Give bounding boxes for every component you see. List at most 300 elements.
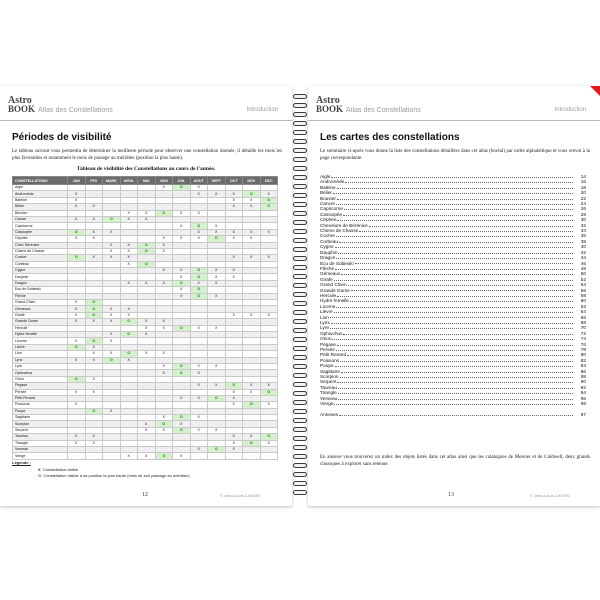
spiral-ring bbox=[293, 121, 307, 126]
toc-entry-page: 16 bbox=[580, 179, 586, 185]
toc-leader-dots bbox=[338, 396, 573, 400]
spiral-ring bbox=[293, 274, 307, 279]
spiral-ring bbox=[293, 454, 307, 459]
constellation-name: Poissons bbox=[13, 402, 68, 408]
constellation-name: Hydre femelle bbox=[13, 331, 68, 337]
visibility-cell: X bbox=[190, 191, 208, 197]
visibility-cell: X bbox=[208, 293, 226, 299]
toc-entry-page: 28 bbox=[580, 211, 586, 217]
visibility-cell: X bbox=[243, 229, 261, 235]
spiral-ring bbox=[293, 112, 307, 117]
spiral-ring bbox=[293, 328, 307, 333]
constellation-name: Serpent bbox=[13, 427, 68, 433]
annex-paragraph: En annexe vous trouverez un index des objets listés dans cet atlas ainsi que les catalogues de Messier et de Caldwell, deux grands classiques à explorer sans retenue. bbox=[320, 455, 590, 467]
column-header-month: MARS bbox=[103, 177, 121, 185]
toc-entry-page: 48 bbox=[580, 265, 586, 271]
spiral-ring bbox=[293, 256, 307, 261]
header-title: Atlas des Constellations bbox=[38, 107, 113, 114]
column-header-month: NOV bbox=[243, 177, 261, 185]
constellation-name: Lièvre bbox=[13, 344, 68, 350]
visibility-cell: X bbox=[190, 427, 208, 433]
visibility-cell: X bbox=[103, 306, 121, 312]
visibility-cell: X bbox=[68, 402, 86, 408]
visibility-cell: O bbox=[190, 268, 208, 274]
toc-entry-name: Lyre bbox=[320, 325, 329, 331]
toc-entry-page: 36 bbox=[580, 233, 586, 239]
toc-leader-dots bbox=[337, 379, 573, 383]
toc-entry-name: Lièvre bbox=[320, 309, 333, 315]
toc-entry-page: 40 bbox=[580, 244, 586, 250]
toc-entry-name: Grand Chien bbox=[320, 282, 347, 288]
spiral-ring bbox=[293, 139, 307, 144]
table-caption: Tableau de visibilité des Constellations au cours de l'année. bbox=[76, 166, 216, 172]
constellation-name: Chiens de Chasse bbox=[13, 248, 68, 254]
visibility-cell: X bbox=[208, 280, 226, 286]
spiral-ring bbox=[293, 391, 307, 396]
visibility-cell: X bbox=[120, 210, 138, 216]
column-header-month: MAI bbox=[138, 177, 156, 185]
constellation-name: Girafe bbox=[13, 312, 68, 318]
toc-entry-page: 96 bbox=[580, 395, 586, 401]
visibility-cell: X bbox=[225, 197, 243, 203]
visibility-cell: O bbox=[120, 331, 138, 337]
visibility-cell: O bbox=[190, 293, 208, 299]
visibility-cell: X bbox=[120, 248, 138, 254]
visibility-cell: O bbox=[155, 421, 173, 427]
visibility-table bbox=[12, 176, 278, 460]
visibility-cell bbox=[208, 453, 226, 459]
visibility-cell: O bbox=[120, 319, 138, 325]
spiral-ring bbox=[293, 184, 307, 189]
toc-entry-name: Girafe bbox=[320, 276, 333, 282]
spiral-ring bbox=[293, 445, 307, 450]
visibility-cell: O bbox=[190, 287, 208, 293]
visibility-cell: X bbox=[68, 191, 86, 197]
visibility-cell: O bbox=[173, 325, 191, 331]
spiral-ring bbox=[293, 157, 307, 162]
constellation-name: Céphée bbox=[13, 236, 68, 242]
visibility-cell: X bbox=[155, 370, 173, 376]
visibility-cell: X bbox=[225, 191, 243, 197]
toc-leader-dots bbox=[332, 336, 573, 340]
toc-leader-dots bbox=[337, 342, 573, 346]
toc-leader-dots bbox=[344, 206, 573, 210]
toc-leader-dots bbox=[341, 369, 573, 373]
toc-entry-page: 72 bbox=[580, 330, 586, 336]
spiral-ring bbox=[293, 265, 307, 270]
constellation-name: Chev. Bérénice bbox=[13, 242, 68, 248]
toc-entry-name: Annexes bbox=[320, 411, 339, 417]
spiral-ring bbox=[293, 247, 307, 252]
column-header-month: AVRIL bbox=[120, 177, 138, 185]
toc-leader-dots bbox=[340, 358, 573, 362]
visibility-cell: X bbox=[155, 236, 173, 242]
toc-entry-name: Hercule bbox=[320, 292, 337, 298]
spiral-ring bbox=[293, 346, 307, 351]
spiral-ring bbox=[293, 436, 307, 441]
visibility-cell: O bbox=[85, 408, 103, 414]
visibility-cell: O bbox=[68, 376, 86, 382]
astrobook-logo bbox=[8, 96, 35, 114]
toc-leader-dots bbox=[335, 363, 573, 367]
visibility-cell: X bbox=[173, 236, 191, 242]
visibility-cell: X bbox=[120, 255, 138, 261]
constellation-name: Dragon bbox=[13, 280, 68, 286]
visibility-cell: X bbox=[68, 204, 86, 210]
toc-entry-page: 70 bbox=[580, 325, 586, 331]
toc-entry-page: 62 bbox=[580, 303, 586, 309]
visibility-cell: O bbox=[85, 338, 103, 344]
toc-leader-dots bbox=[337, 185, 573, 189]
spiral-binding bbox=[292, 86, 308, 506]
spiral-ring bbox=[293, 130, 307, 135]
visibility-cell: X bbox=[103, 242, 121, 248]
visibility-cell: X bbox=[85, 319, 103, 325]
toc-entry-name: Ophiuchus bbox=[320, 330, 343, 336]
visibility-cell: X bbox=[103, 331, 121, 337]
toc-entry-name: Scorpion bbox=[320, 374, 339, 380]
toc-leader-dots bbox=[343, 212, 573, 216]
visibility-cell: X bbox=[190, 325, 208, 331]
visibility-cell: X bbox=[173, 453, 191, 459]
visibility-cell: O bbox=[243, 191, 261, 197]
toc-entry-name: Cancer bbox=[320, 201, 336, 207]
toc-entry-name: Poissons bbox=[320, 357, 340, 363]
header-title: Atlas des Constellations bbox=[346, 107, 421, 114]
constellation-name: Persée bbox=[13, 389, 68, 395]
column-header-month: DEC bbox=[260, 177, 278, 185]
visibility-cell: X bbox=[120, 312, 138, 318]
spiral-ring bbox=[293, 319, 307, 324]
visibility-cell: X bbox=[138, 216, 156, 222]
visibility-cell: X bbox=[173, 293, 191, 299]
spiral-ring bbox=[293, 283, 307, 288]
spiral-ring bbox=[293, 103, 307, 108]
visibility-cell: X bbox=[85, 376, 103, 382]
visibility-cell: X bbox=[85, 216, 103, 222]
spiral-ring bbox=[293, 400, 307, 405]
toc-entry-page: 24 bbox=[580, 201, 586, 207]
toc-leader-dots bbox=[338, 250, 573, 254]
visibility-cell bbox=[225, 453, 243, 459]
visibility-cell: X bbox=[243, 236, 261, 242]
column-header-month: JAN bbox=[68, 177, 86, 185]
constellation-name: Taureau bbox=[13, 434, 68, 440]
visibility-cell: X bbox=[260, 440, 278, 446]
toc-leader-dots bbox=[330, 325, 573, 329]
visibility-cell: X bbox=[243, 197, 261, 203]
visibility-cell: X bbox=[190, 363, 208, 369]
visibility-cell: X bbox=[103, 408, 121, 414]
toc-leader-dots bbox=[334, 401, 573, 405]
toc-entry-page: 18 bbox=[580, 184, 586, 190]
visibility-cell: X bbox=[138, 421, 156, 427]
visibility-cell: X bbox=[103, 255, 121, 261]
toc-leader-dots bbox=[331, 174, 573, 178]
spiral-ring bbox=[293, 310, 307, 315]
spiral-ring bbox=[293, 301, 307, 306]
constellation-name: Gémeaux bbox=[13, 306, 68, 312]
visibility-cell: X bbox=[68, 197, 86, 203]
visibility-cell: X bbox=[85, 440, 103, 446]
toc-entry-name: Orion bbox=[320, 336, 332, 342]
legend-item-meridian bbox=[38, 473, 190, 478]
spiral-ring bbox=[293, 220, 307, 225]
visibility-cell: O bbox=[173, 280, 191, 286]
visibility-cell: O bbox=[173, 363, 191, 369]
visibility-cell: O bbox=[85, 300, 103, 306]
visibility-cell: X bbox=[208, 229, 226, 235]
visibility-cell: X bbox=[120, 280, 138, 286]
constellation-name: Licorne bbox=[13, 338, 68, 344]
toc-entry-page: 30 bbox=[580, 217, 586, 223]
visibility-cell bbox=[85, 453, 103, 459]
constellation-name: Grande Ourse bbox=[13, 319, 68, 325]
visibility-cell: O bbox=[85, 312, 103, 318]
legend-item-visible bbox=[38, 467, 78, 472]
visibility-cell: O bbox=[68, 229, 86, 235]
constellation-name: Flèche bbox=[13, 293, 68, 299]
toc-leader-dots bbox=[336, 347, 573, 351]
visibility-cell: X bbox=[103, 338, 121, 344]
spiral-ring bbox=[293, 472, 307, 477]
visibility-cell: O bbox=[68, 255, 86, 261]
visibility-cell: O bbox=[208, 447, 226, 453]
constellation-name: Scorpion bbox=[13, 421, 68, 427]
column-header-month: FEV bbox=[85, 177, 103, 185]
visibility-cell: X bbox=[260, 402, 278, 408]
visibility-cell: X bbox=[68, 440, 86, 446]
toc-entry-name: Chiens de Chasse bbox=[320, 228, 359, 234]
visibility-cell: X bbox=[225, 440, 243, 446]
constellation-name: Corbeau bbox=[13, 261, 68, 267]
spiral-ring bbox=[293, 166, 307, 171]
spiral-ring bbox=[293, 202, 307, 207]
visibility-cell: X bbox=[138, 351, 156, 357]
toc-entry-page: 68 bbox=[580, 319, 586, 325]
spiral-ring bbox=[293, 193, 307, 198]
visibility-cell bbox=[190, 453, 208, 459]
legend bbox=[12, 460, 190, 478]
visibility-cell: X bbox=[155, 351, 173, 357]
visibility-cell: X bbox=[138, 427, 156, 433]
toc-leader-dots bbox=[336, 233, 573, 237]
toc-leader-dots bbox=[333, 190, 573, 194]
visibility-cell: X bbox=[103, 248, 121, 254]
spiral-ring bbox=[293, 292, 307, 297]
toc-entry-name: Petit Renard bbox=[320, 352, 347, 358]
legend-text: Constellation visible à sa position la plus haute (mois de son passage au méridien) bbox=[43, 473, 190, 478]
toc-leader-dots bbox=[331, 320, 573, 324]
toc-entry-name: Lynx bbox=[320, 319, 330, 325]
toc-leader-dots bbox=[330, 315, 573, 319]
toc-entry-name: Dragon bbox=[320, 255, 336, 261]
constellation-name: Orion bbox=[13, 376, 68, 382]
toc-entry-page: 14 bbox=[580, 174, 586, 179]
visibility-cell: O bbox=[155, 453, 173, 459]
visibility-cell: X bbox=[190, 395, 208, 401]
intro-paragraph: Le tableau suivant vous permettra de déterminer la meilleure période pour observer une constellation donnée, il détaille les mois les plus favorables et notamment le mois de passage au méridien (position la plus haute). bbox=[12, 149, 282, 161]
toc-leader-dots bbox=[336, 201, 573, 205]
visibility-cell: O bbox=[260, 197, 278, 203]
constellation-name: Baleine bbox=[13, 197, 68, 203]
column-header-month: AOUT bbox=[190, 177, 208, 185]
toc-leader-dots bbox=[336, 255, 573, 259]
visibility-cell: X bbox=[243, 383, 261, 389]
constellation-name: Hercule bbox=[13, 325, 68, 331]
visibility-cell: X bbox=[138, 319, 156, 325]
toc-entry[interactable] bbox=[320, 412, 586, 417]
toc-leader-dots bbox=[369, 223, 573, 227]
constellation-name: Cancer bbox=[13, 216, 68, 222]
toc-leader-dots bbox=[336, 304, 573, 308]
toc-entry-name: Licorne bbox=[320, 303, 336, 309]
visibility-cell: X bbox=[68, 319, 86, 325]
visibility-cell: X bbox=[68, 312, 86, 318]
visibility-cell: X bbox=[208, 427, 226, 433]
visibility-cell: X bbox=[225, 312, 243, 318]
visibility-cell: X bbox=[120, 306, 138, 312]
toc-leader-dots bbox=[338, 390, 573, 394]
spiral-ring bbox=[293, 418, 307, 423]
visibility-cell: X bbox=[120, 216, 138, 222]
visibility-cell: O bbox=[173, 415, 191, 421]
toc-leader-dots bbox=[359, 228, 573, 232]
constellation-name: Triangle bbox=[13, 440, 68, 446]
toc-entry-name: Pégase bbox=[320, 341, 336, 347]
visibility-cell: X bbox=[190, 210, 208, 216]
visibility-cell: X bbox=[68, 338, 86, 344]
toc-entry-name: Chevelure de Bérénice bbox=[320, 222, 368, 228]
toc-leader-dots bbox=[334, 309, 573, 313]
visibility-cell: X bbox=[173, 223, 191, 229]
toc-entry-page: 88 bbox=[580, 374, 586, 380]
constellation-name: Capricorne bbox=[13, 223, 68, 229]
toc-leader-dots bbox=[337, 293, 573, 297]
visibility-cell: X bbox=[260, 312, 278, 318]
toc-entry-name: Verseau bbox=[320, 395, 338, 401]
toc-entry-page: 64 bbox=[580, 309, 586, 315]
constellation-name: Vierge bbox=[13, 453, 68, 459]
visibility-cell: X bbox=[225, 402, 243, 408]
legend-symbol: X bbox=[38, 467, 41, 472]
toc-leader-dots bbox=[355, 261, 573, 265]
visibility-cell: X bbox=[173, 210, 191, 216]
visibility-cell: X bbox=[225, 268, 243, 274]
table-header-row bbox=[13, 177, 278, 185]
toc-entry-name: Vierge bbox=[320, 401, 334, 407]
visibility-cell bbox=[260, 453, 278, 459]
toc-leader-dots bbox=[341, 271, 573, 275]
table-row bbox=[13, 453, 278, 459]
visibility-cell: X bbox=[190, 370, 208, 376]
constellation-name: Cygne bbox=[13, 268, 68, 274]
visibility-cell: X bbox=[85, 344, 103, 350]
visibility-cell: X bbox=[155, 319, 173, 325]
spiral-ring bbox=[293, 337, 307, 342]
toc-entry-page: 97 bbox=[580, 411, 586, 417]
spiral-ring bbox=[293, 94, 307, 99]
page-title: Les cartes des constellations bbox=[320, 132, 460, 143]
spiral-ring bbox=[293, 481, 307, 486]
visibility-cell: O bbox=[155, 210, 173, 216]
visibility-cell: O bbox=[260, 204, 278, 210]
toc-entry-page: 86 bbox=[580, 368, 586, 374]
page-title: Périodes de visibilité bbox=[12, 132, 112, 143]
visibility-cell: X bbox=[173, 287, 191, 293]
visibility-cell: X bbox=[190, 280, 208, 286]
visibility-cell: X bbox=[225, 447, 243, 453]
visibility-cell: X bbox=[225, 204, 243, 210]
visibility-cell: X bbox=[85, 351, 103, 357]
toc-entry-name: Andromède bbox=[320, 179, 345, 185]
table-body bbox=[13, 185, 278, 460]
visibility-cell: X bbox=[85, 255, 103, 261]
spiral-ring bbox=[293, 427, 307, 432]
toc-entry-name: Poupe bbox=[320, 363, 334, 369]
visibility-cell: X bbox=[85, 357, 103, 363]
visibility-cell: X bbox=[138, 280, 156, 286]
visibility-cell: X bbox=[260, 191, 278, 197]
toc-entry-name: Persée bbox=[320, 347, 335, 352]
page-number: 12 bbox=[142, 492, 148, 498]
visibility-cell: X bbox=[225, 434, 243, 440]
visibility-cell: O bbox=[190, 223, 208, 229]
visibility-cell: X bbox=[103, 319, 121, 325]
toc-entry-page: 92 bbox=[580, 384, 586, 390]
visibility-cell: X bbox=[190, 447, 208, 453]
spiral-ring bbox=[293, 373, 307, 378]
visibility-cell: X bbox=[190, 415, 208, 421]
toc-leader-dots bbox=[334, 277, 573, 281]
toc-entry-page: 44 bbox=[580, 255, 586, 261]
visibility-cell: X bbox=[85, 204, 103, 210]
copyright: © Jean-Louis CASSIN bbox=[220, 493, 260, 498]
constellation-name: Grand Chien bbox=[13, 300, 68, 306]
toc-entry-page: 80 bbox=[580, 352, 586, 358]
toc-entry-page: 38 bbox=[580, 238, 586, 244]
legend-text: Constellation visible bbox=[42, 467, 79, 472]
toc-entry-name: Grande Ourse bbox=[320, 287, 350, 293]
toc-entry-name: Céphée bbox=[320, 217, 337, 223]
toc-leader-dots bbox=[350, 298, 573, 302]
visibility-cell: X bbox=[155, 248, 173, 254]
toc-entry-page: 66 bbox=[580, 314, 586, 320]
page-header bbox=[308, 95, 600, 121]
visibility-cell: X bbox=[138, 210, 156, 216]
visibility-cell: O bbox=[103, 216, 121, 222]
toc-entry-name: Bélier bbox=[320, 190, 332, 196]
visibility-cell bbox=[243, 453, 261, 459]
visibility-cell: X bbox=[155, 268, 173, 274]
visibility-cell: X bbox=[120, 357, 138, 363]
intro-paragraph: Le sommaire ci-après vous donne la liste des constellations détaillées dans cet atlas (boréal) par ordre alphabétique et vous renvoi à la page correspondante. bbox=[320, 149, 590, 161]
visibility-cell: O bbox=[208, 395, 226, 401]
toc-leader-dots bbox=[337, 217, 573, 221]
legend-title: Légende : bbox=[12, 460, 31, 465]
logo-line-2: BOOK bbox=[316, 104, 344, 114]
visibility-cell: O bbox=[103, 357, 121, 363]
open-book bbox=[0, 86, 600, 510]
visibility-cell: X bbox=[68, 389, 86, 395]
column-header-month: JUIL bbox=[173, 177, 191, 185]
toc-entry-name: Cassiopée bbox=[320, 211, 343, 217]
constellation-name: Poupe bbox=[13, 408, 68, 414]
constellation-name: Ophiuchus bbox=[13, 370, 68, 376]
visibility-cell: O bbox=[68, 344, 86, 350]
right-page bbox=[308, 86, 600, 506]
visibility-cell: X bbox=[225, 255, 243, 261]
